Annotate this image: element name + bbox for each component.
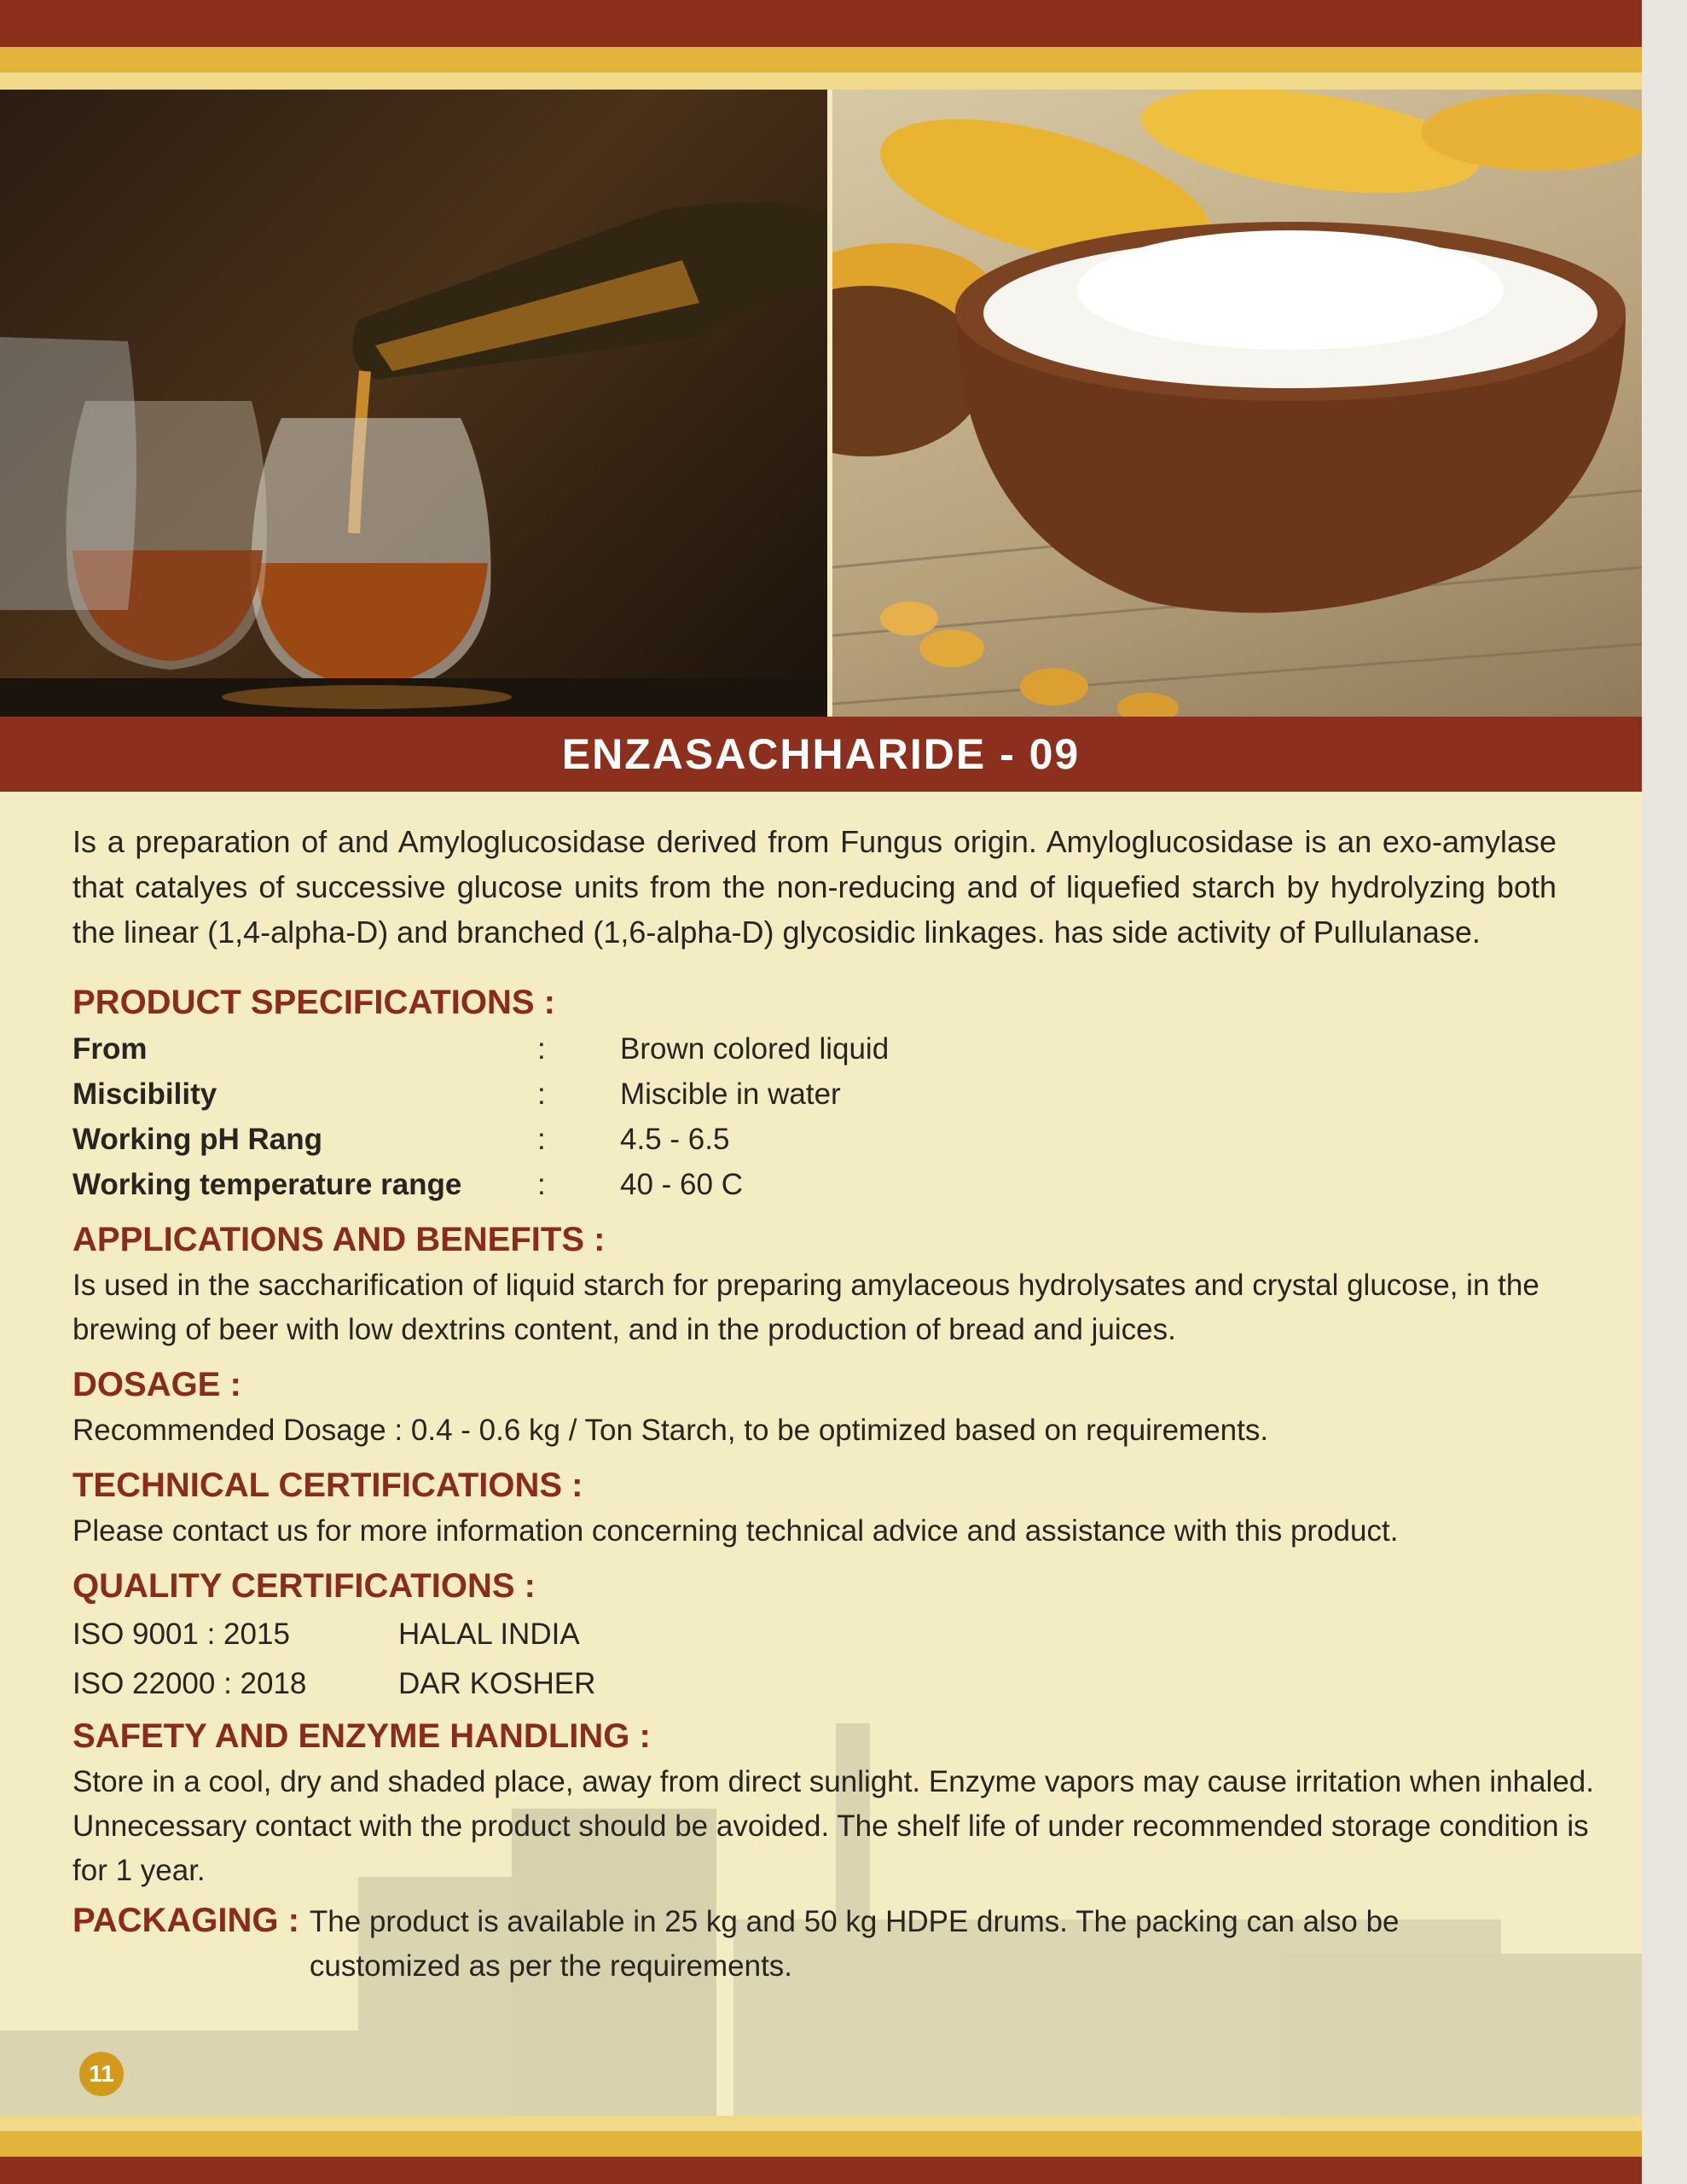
whisky-pour-photo [0, 90, 827, 717]
spec-separator: : [537, 1077, 546, 1111]
dosage-text: Recommended Dosage : 0.4 - 0.6 kg / Ton Starch, to be optimized based on requirements. [72, 1414, 1269, 1447]
dosage-heading: DOSAGE : [72, 1366, 241, 1403]
top-band-gold [0, 47, 1642, 73]
spec-value: 4.5 - 6.5 [620, 1123, 730, 1156]
spec-separator: : [537, 1032, 546, 1066]
spec-label: Working temperature range [72, 1168, 462, 1201]
product-title: ENZASACHHARIDE - 09 [0, 717, 1642, 792]
spec-label: Miscibility [72, 1077, 217, 1111]
spec-row [72, 1162, 889, 1207]
applications-heading: APPLICATIONS AND BENEFITS : [72, 1221, 606, 1258]
packaging-heading: PACKAGING : [72, 1902, 299, 1939]
certification-item: ISO 22000 : 2018 [72, 1667, 307, 1700]
header-photos [0, 90, 1642, 717]
technical-heading: TECHNICAL CERTIFICATIONS : [72, 1467, 583, 1504]
certification-list [72, 1610, 1625, 1709]
spec-value: 40 - 60 C [620, 1168, 743, 1201]
spec-separator: : [537, 1168, 546, 1201]
specifications-heading: PRODUCT SPECIFICATIONS : [72, 984, 555, 1021]
spec-row [72, 1072, 889, 1117]
spec-label: Working pH Rang [72, 1123, 322, 1156]
bottom-band-red [0, 2157, 1642, 2184]
spec-row [72, 1026, 889, 1072]
spec-value: Brown colored liquid [620, 1032, 890, 1066]
starch-bowl-photo [832, 90, 1642, 717]
product-description: Is a preparation of and Amyloglucosidase derived from Fungus origin. Amyloglucosidase is an exo-amylase that catalyes of successive glucose units from the non-reducing and of liquefied starch by hydrolyzing both the linear (1,4-alpha-D) and branched (1,6-alpha-D) glycosidic linkages. has side activity of Pullulanase. [72, 824, 1557, 950]
certification-item: ISO 9001 : 2015 [72, 1618, 290, 1651]
applications-text: Is used in the saccharification of liquid starch for preparing amylaceous hydrolysates and crystal glucose, in the brewing of beer with low dextrins content, and in the production of bread and juices. [72, 1269, 1539, 1346]
bottom-band-cream [0, 2116, 1642, 2131]
top-band-cream [0, 73, 1642, 90]
safety-heading: SAFETY AND ENZYME HANDLING : [72, 1717, 651, 1755]
certification-item: HALAL INDIA [398, 1618, 580, 1651]
technical-text: Please contact us for more information concerning technical advice and assistance with this product. [72, 1514, 1399, 1548]
main-content [72, 819, 1625, 1989]
quality-heading: QUALITY CERTIFICATIONS : [72, 1567, 536, 1605]
spec-separator: : [537, 1123, 546, 1156]
bottom-band-gold [0, 2131, 1642, 2157]
spec-row [72, 1117, 889, 1162]
spec-value: Miscible in water [620, 1077, 841, 1111]
packaging-section [72, 1896, 1625, 1989]
page-edge [1642, 0, 1687, 2184]
safety-text: Store in a cool, dry and shaded place, away from direct sunlight. Enzyme vapors may cause irritation when inhaled. Unnecessary contact with the product should be avoided. The shelf life of under recommended storage condition is for 1 year. [72, 1765, 1594, 1887]
page-number: 11 [79, 2052, 124, 2096]
certification-item: DAR KOSHER [398, 1667, 596, 1700]
spec-label: From [72, 1032, 148, 1066]
packaging-text: The product is available in 25 kg and 50 kg HDPE drums. The packing can also be customized as per the requirements. [309, 1905, 1400, 1983]
specifications-table [72, 1026, 889, 1207]
top-band-red [0, 0, 1642, 47]
